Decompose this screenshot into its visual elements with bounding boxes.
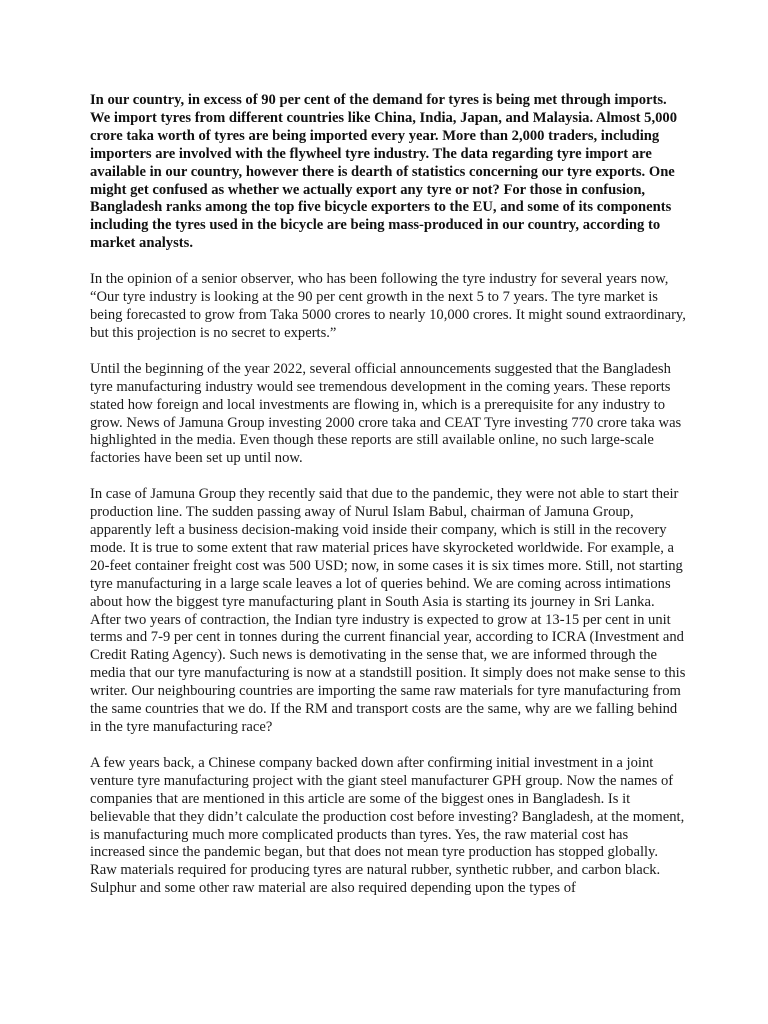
document-page [90,92,686,916]
announcements-paragraph: Until the beginning of the year 2022, several official announcements suggested that the Bangladesh tyre manufacturing industry would see tremendous development in the coming years. These reports stated how foreign and local investments are flowing in, which is a prerequisite for any industry to grow. News of Jamuna Group investing 2000 crore taka and CEAT Tyre investing 770 crore taka was highlighted in the media. Even though these reports are still available online, no such large-scale factories have been set up until now. [90,360,682,467]
jamuna-group-paragraph: In case of Jamuna Group they recently said that due to the pandemic, they were not able to start their production line. The sudden passing away of Nurul Islam Babul, chairman of Jamuna Group, apparently left a business decision-making void inside their company, which is still in the recovery mode. It is true to some extent that raw material prices have skyrocketed worldwide. For example, a 20-feet container freight cost was 500 USD; now, in some cases it is six times more. Still, not starting tyre manufacturing in a large scale leaves a lot of queries behind. We are coming across intimations about how the biggest tyre manufacturing plant in South Asia is starting its journey in Sri Lanka. After two years of contraction, the Indian tyre industry is expected to grow at 13-15 per cent in unit terms and 7-9 per cent in tonnes during the current financial year, according to ICRA (Investment and Credit Rating Agency). Such news is demotivating in the sense that, we are informed through the media that our tyre manufacturing is now at a standstill position. It simply does not make sense to this writer. Our neighbouring countries are importing the same raw materials for tyre manufacturing from the same countries that we do. If the RM and transport costs are the same, why are we falling behind in the tyre manufacturing race? [90,486,686,735]
chinese-company-paragraph: A few years back, a Chinese company backed down after confirming initial investment in a joint venture tyre manufacturing project with the giant steel manufacturer GPH group. Now the names of companies that are mentioned in this article are some of the biggest ones in Bangladesh. Is it believable that they didn’t calculate the production cost before investing? Bangladesh, at the moment, is manufacturing much more complicated products than tyres. Yes, the raw material cost has increased since the pandemic began, but that does not mean tyre production has stopped globally. Raw materials required for producing tyres are natural rubber, synthetic rubber, and carbon black. Sulphur and some other raw material are also required depending upon the types of [90,754,685,897]
intro-paragraph: In our country, in excess of 90 per cent of the demand for tyres is being met through imports. We import tyres from different countries like China, India, Japan, and Malaysia. Almost 5,000 crore taka worth of tyres are being imported every year. More than 2,000 traders, including importers are involved with the flywheel tyre industry. The data regarding tyre import are available in our country, however there is dearth of statistics concerning our tyre exports. One might get confused as whether we actually export any tyre or not? For those in confusion, Bangladesh ranks among the top five bicycle exporters to the EU, and some of its components including the tyres used in the bicycle are being mass-produced in our country, according to market analysts. [90,92,678,252]
observer-quote-paragraph: In the opinion of a senior observer, who has been following the tyre industry for several years now, “Our tyre industry is looking at the 90 per cent growth in the next 5 to 7 years. The tyre market is being forecasted to grow from Taka 5000 crores to nearly 10,000 crores. It might sound extraordinary, but this projection is no secret to experts.” [90,271,686,341]
